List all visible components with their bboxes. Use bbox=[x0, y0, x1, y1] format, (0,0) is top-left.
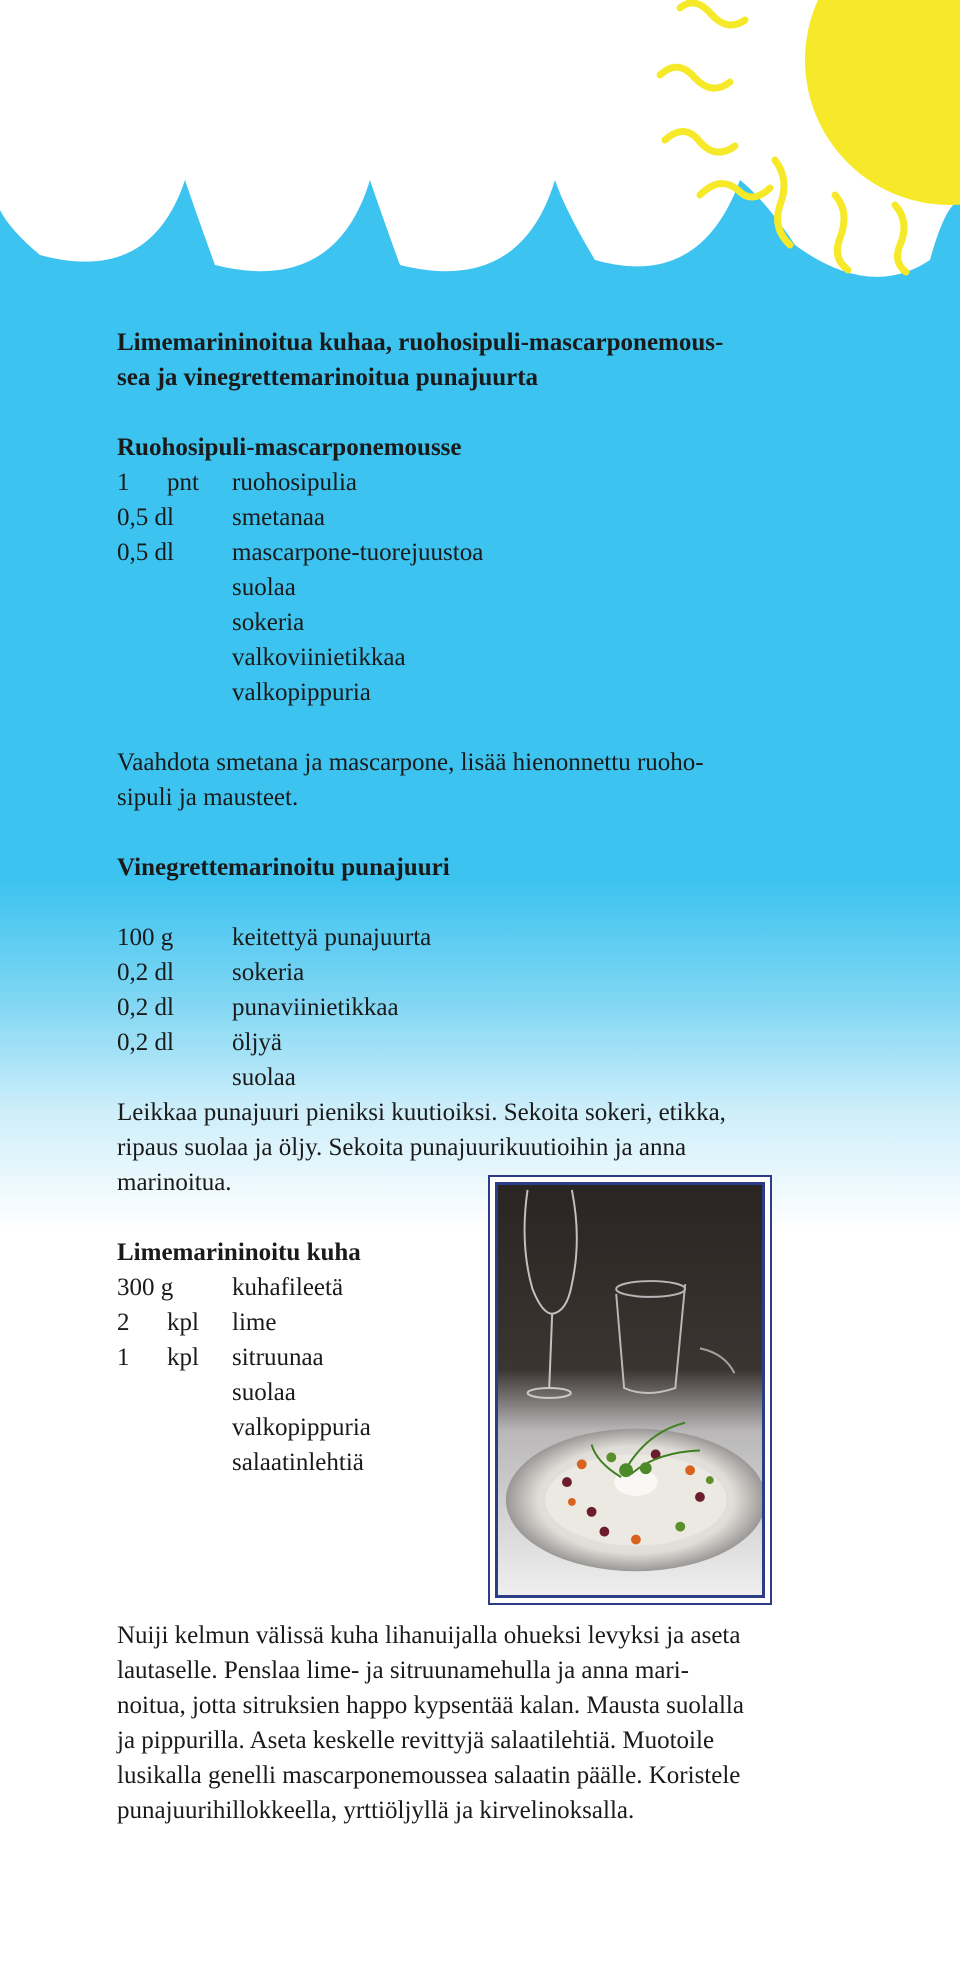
instruction-line: punajuurihillokkeella, yrttiöljyllä ja kirvelinoksalla. bbox=[117, 1797, 635, 1824]
ingredient-row bbox=[117, 1375, 477, 1410]
ingredient-unit: pnt bbox=[167, 469, 199, 496]
ingredient-name: mascarpone-tuorejuustoa bbox=[232, 539, 484, 566]
ingredient-row bbox=[117, 990, 837, 1025]
instruction-line: lautaselle. Penslaa lime- ja sitruunamehulla ja anna mari- bbox=[117, 1657, 690, 1684]
ingredient-row bbox=[117, 1025, 837, 1060]
sun-and-waves-illustration bbox=[0, 0, 960, 290]
ingredient-row bbox=[117, 535, 837, 570]
instruction-line: noitua, jotta sitruksien happo kypsentää kalan. Mausta suolalla bbox=[117, 1692, 744, 1719]
ingredient-name: smetanaa bbox=[232, 504, 326, 531]
ingredient-name: punaviinietikkaa bbox=[232, 994, 399, 1021]
ingredient-row bbox=[117, 570, 837, 605]
instruction-line: ja pippurilla. Aseta keskelle revittyjä salaatilehtiä. Muotoile bbox=[117, 1727, 715, 1754]
ingredient-qty: 0,5 dl bbox=[117, 539, 174, 566]
instruction-line: ripaus suolaa ja öljy. Sekoita punajuurikuutioihin ja anna bbox=[117, 1134, 687, 1161]
ingredient-name: valkoviinietikkaa bbox=[232, 644, 406, 671]
ingredient-unit: kpl bbox=[167, 1344, 199, 1371]
ingredient-row bbox=[117, 1340, 477, 1375]
ingredient-row bbox=[117, 1305, 477, 1340]
ingredient-qty: 300 g bbox=[117, 1274, 174, 1301]
ingredient-name: salaatinlehtiä bbox=[232, 1449, 364, 1476]
ingredient-row bbox=[117, 1060, 837, 1095]
ingredient-name: sokeria bbox=[232, 609, 305, 636]
ingredient-qty: 1 bbox=[117, 469, 130, 496]
recipe-title-line: sea ja vinegrettemarinoitua punajuurta bbox=[117, 364, 539, 391]
ingredient-row bbox=[117, 640, 837, 675]
ingredient-name: öljyä bbox=[232, 1029, 282, 1056]
ingredient-qty: 100 g bbox=[117, 924, 174, 951]
ingredient-row bbox=[117, 675, 837, 710]
beetroot-ingredients bbox=[117, 920, 837, 1095]
ingredient-row bbox=[117, 465, 837, 500]
recipe-title bbox=[117, 325, 837, 395]
ingredient-name: suolaa bbox=[232, 1064, 296, 1091]
beetroot-heading: Vinegrettemarinoitu punajuuri bbox=[117, 854, 450, 881]
ingredient-row bbox=[117, 500, 837, 535]
ingredient-unit: kpl bbox=[167, 1309, 199, 1336]
ingredient-name: valkopippuria bbox=[232, 679, 371, 706]
recipe-title-line: Limemarininoitua kuhaa, ruohosipuli-mascarponemous- bbox=[117, 329, 724, 356]
ingredient-qty: 1 bbox=[117, 1344, 130, 1371]
instruction-line: marinoitua. bbox=[117, 1169, 232, 1196]
ingredient-qty: 0,2 dl bbox=[117, 994, 174, 1021]
mousse-section bbox=[117, 430, 837, 710]
mousse-heading: Ruohosipuli-mascarponemousse bbox=[117, 434, 462, 461]
instruction-line: sipuli ja mausteet. bbox=[117, 784, 299, 811]
instruction-line: Nuiji kelmun välissä kuha lihanuijalla ohueksi levyksi ja aseta bbox=[117, 1622, 741, 1649]
ingredient-name: ruohosipulia bbox=[232, 469, 357, 496]
ingredient-row bbox=[117, 1270, 477, 1305]
pikeperch-section bbox=[117, 1235, 477, 1480]
ingredient-name: sitruunaa bbox=[232, 1344, 324, 1371]
pikeperch-instructions bbox=[117, 1618, 837, 1828]
ingredient-qty: 0,5 dl bbox=[117, 504, 174, 531]
instruction-line: Vaahdota smetana ja mascarpone, lisää hienonnettu ruoho- bbox=[117, 749, 704, 776]
ingredient-name: valkopippuria bbox=[232, 1414, 371, 1441]
ingredient-name: suolaa bbox=[232, 574, 296, 601]
ingredient-name: suolaa bbox=[232, 1379, 296, 1406]
instruction-line: Leikkaa punajuuri pieniksi kuutioiksi. Sekoita sokeri, etikka, bbox=[117, 1099, 726, 1126]
ingredient-qty: 0,2 dl bbox=[117, 959, 174, 986]
ingredient-qty: 2 bbox=[117, 1309, 130, 1336]
instruction-line: lusikalla genelli mascarponemoussea salaatin päälle. Koristele bbox=[117, 1762, 741, 1789]
ingredient-qty: 0,2 dl bbox=[117, 1029, 174, 1056]
ingredient-row bbox=[117, 605, 837, 640]
ingredient-row bbox=[117, 920, 837, 955]
ingredient-name: keitettyä punajuurta bbox=[232, 924, 432, 951]
ingredient-name: lime bbox=[232, 1309, 277, 1336]
plated-fish-dish-photo bbox=[488, 1175, 772, 1605]
ingredient-row bbox=[117, 955, 837, 990]
mousse-instructions bbox=[117, 745, 837, 815]
ingredient-row bbox=[117, 1445, 477, 1480]
ingredient-name: sokeria bbox=[232, 959, 305, 986]
ingredient-name: kuhafileetä bbox=[232, 1274, 344, 1301]
pikeperch-heading: Limemarininoitu kuha bbox=[117, 1239, 361, 1266]
ingredient-row bbox=[117, 1410, 477, 1445]
